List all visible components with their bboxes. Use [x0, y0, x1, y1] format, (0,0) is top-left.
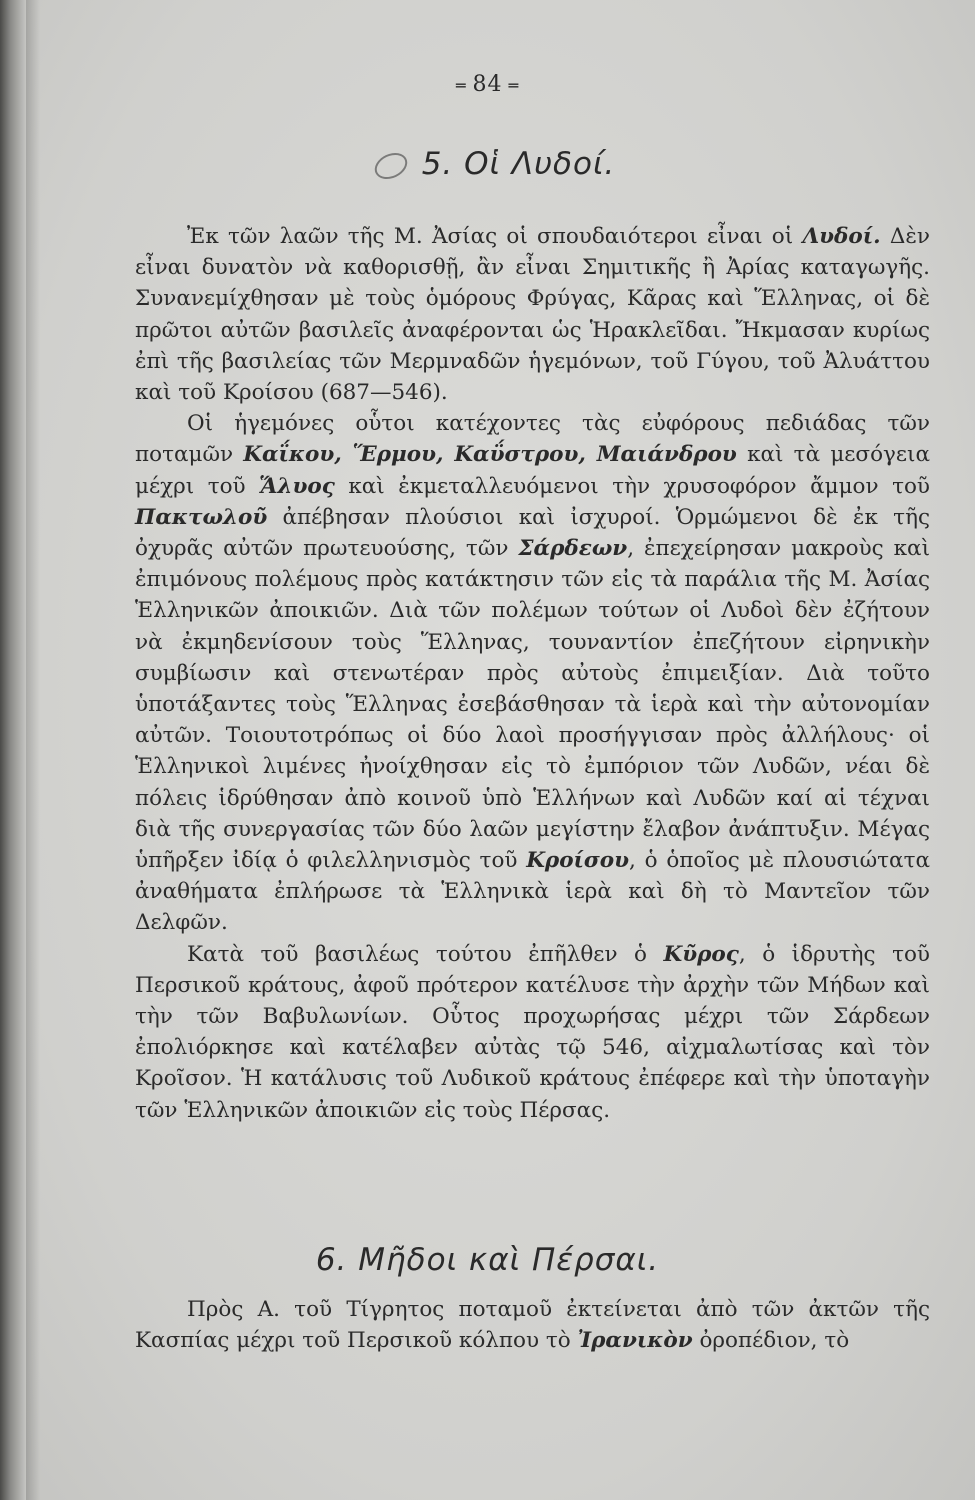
text-run: Κατὰ τοῦ βασιλέως τούτου ἐπῆλθεν ὁ	[187, 941, 664, 967]
section-5-paragraph	[135, 939, 930, 1126]
emphasized-term: Καΐκου, Ἕρμου, Καΰστρου, Μαιάνδρου	[243, 442, 737, 468]
emphasized-term: Ἅλυος	[259, 473, 335, 499]
emphasized-term: Κροίσου	[526, 848, 630, 874]
section-5-body	[135, 221, 930, 1126]
section-6-title: 6. Μῆδοι καὶ Πέρσαι.	[315, 1242, 660, 1278]
text-run: Οἱ ἡγεμόνες οὗτοι κατέχοντες τὰς εὐφόρους πεδιάδας τῶν ποταμῶν	[135, 411, 930, 468]
text-run: , ὁ ἱδρυτὴς τοῦ Περσικοῦ κράτους, ἀφοῦ πρότερον κατέλυσε τὴν ἀρχὴν τῶν Μήδων καὶ τὴν τῶν Βαβυλωνίων. Οὗτος προχωρήσας μέχρι τῶν Σάρδεων ἐπολιόρκησε καὶ κατέλαβεν αὐτὰς τῷ 546, αἰχμαλωτίσας καὶ τὸν Κροῖσον. Ἡ κατάλυσις τοῦ Λυδικοῦ κράτους ἐπέφερε καὶ τὴν ὑποταγὴν τῶν Ἑλληνικῶν ἀποικιῶν εἰς τοὺς Πέρσας.	[135, 941, 931, 1123]
text-run: Ἐκ τῶν λαῶν τῆς Μ. Ἀσίας οἱ σπουδαιότεροι εἶναι οἱ	[187, 224, 803, 249]
text-run: Πρὸς Α. τοῦ Τίγρητος ποταμοῦ ἐκτείνεται ἀπὸ τῶν ἀκτῶν τῆς Κασπίας μέχρι τοῦ Περσικοῦ κόλπου τὸ	[135, 1297, 930, 1354]
emphasized-term: Σάρδεων	[518, 536, 628, 562]
page-number-ornament-left: ═	[455, 75, 467, 95]
text-run: , ὁ ὁποῖος μὲ πλουσιώτατα ἀναθήματα ἐπλήρωσε τὰ Ἑλληνικὰ ἱερὰ καὶ δὴ τὸ Μαντεῖον τῶν Δελφῶν.	[135, 848, 930, 936]
section-5-heading	[0, 146, 975, 182]
emphasized-term: Πακτωλοῦ	[135, 504, 268, 530]
emphasized-term: Κῦρος	[663, 941, 739, 967]
section-5-paragraph	[135, 221, 930, 408]
emphasized-term: Ἰρανικὸν	[577, 1328, 693, 1354]
section-6-body	[135, 1294, 930, 1356]
text-run: ἀπέβησαν πλούσιοι καὶ ἰσχυροί. Ὁρμώμενοι δὲ ἐκ τῆς ὀχυρᾶς αὐτῶν πρωτευούσης, τῶν	[135, 504, 930, 562]
page-number	[0, 72, 975, 97]
text-run: καὶ ἐκμεταλλευόμενοι τὴν χρυσοφόρον ἄμμον τοῦ	[334, 473, 930, 499]
page-number-value: 84	[472, 72, 503, 97]
ink-stamp-mark	[370, 147, 411, 183]
section-6-paragraph	[135, 1294, 930, 1356]
text-run: ὀροπέδιον, τὸ	[692, 1328, 850, 1354]
section-6-heading	[0, 1242, 975, 1278]
text-run: , ἐπεχείρησαν μακροὺς καὶ ἐπιμόνους πολέμους πρὸς κατάκτησιν τῶν εἰς τὰ παράλια τῆς Μ. Ἀσίας Ἑλληνικῶν ἀποικιῶν. Διὰ τῶν πολέμων τούτων οἱ Λυδοὶ δὲν ἐζήτουν νὰ ἐκμηδενίσουν τοὺς Ἕλληνας, τουναντίον ἐπεζήτουν εἰρηνικὴν συμβίωσιν καὶ στενωτέραν πρὸς αὐτοὺς ἐπιμειξίαν. Διὰ τοῦτο ὑποτάξαντες τοὺς Ἕλληνας ἐσεβάσθησαν τὰ ἱερὰ καὶ τὴν αὐτονομίαν αὐτῶν. Τοιουτοτρόπως οἱ δύο λαοὶ προσήγγισαν πρὸς ἀλλήλους· οἱ Ἑλληνικοὶ λιμένες ἠνοίχθησαν εἰς τὸ ἐμπόριον τῶν Λυδῶν, νέαι δὲ πόλεις ἱδρύθησαν ἀπὸ κοινοῦ ὑπὸ Ἑλλήνων καὶ Λυδῶν καί αἱ τέχναι διὰ τῆς συνεργασίας τῶν δύο λαῶν μεγίστην ἔλαβον ἀνάπτυξιν. Μέγας ὑπῆρξεν ἰδίᾳ ὁ φιλελληνισμὸς τοῦ	[135, 536, 930, 874]
text-run: Δὲν εἶναι δυνατὸν νὰ καθορισθῇ, ἂν εἶναι Σημιτικῆς ἢ Ἀρίας καταγωγῆς. Συνανεμίχθησαν μὲ τοὺς ὁμόρους Φρύγας, Κᾶρας καὶ Ἕλληνας, οἱ δὲ πρῶτοι αὐτῶν βασιλεῖς ἀναφέρονται ὡς Ἡρακλεῖδαι. Ἤκμασαν κυρίως ἐπὶ τῆς βασιλείας τῶν Μερμναδῶν ἡγεμόνων, τοῦ Γύγου, τοῦ Ἀλυάττου καὶ τοῦ Κροίσου (687—546).	[135, 224, 930, 406]
text-run: καὶ τὰ μεσόγεια μέχρι τοῦ	[135, 442, 930, 499]
section-5-paragraph	[135, 408, 930, 938]
page-number-ornament-right: ═	[508, 75, 520, 95]
section-5-title: 5. Οἱ Λυδοί.	[421, 146, 616, 182]
emphasized-term: Λυδοί.	[802, 224, 881, 249]
